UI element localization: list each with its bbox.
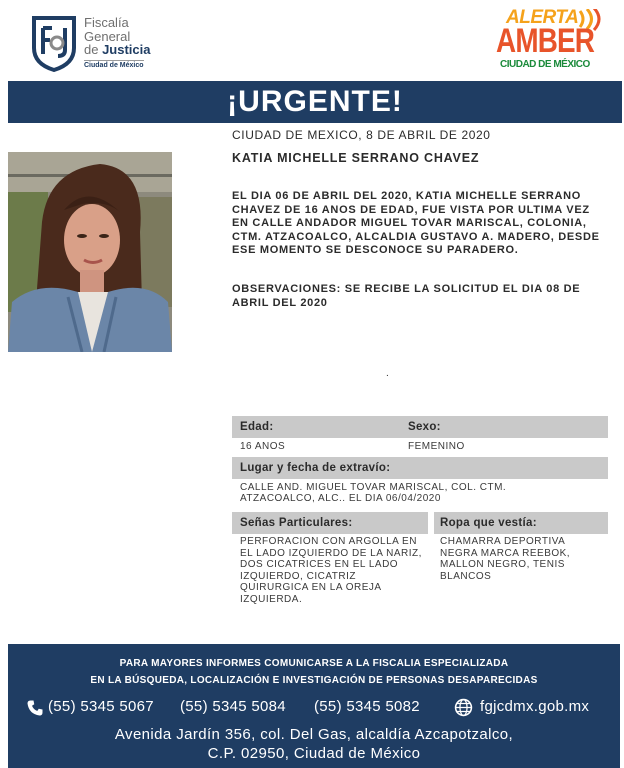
clothes-header (434, 512, 608, 534)
clothes-line: BLANCOS (440, 570, 492, 582)
address-line1: Avenida Jardín 356, col. Del Gas, alcaldía Azcapotzalco, (114, 726, 514, 743)
clothes-line: NEGRA MARCA REEBOK, (440, 547, 571, 559)
marks-line: DOS CICATRICES EN EL LADO (240, 559, 399, 570)
footer-info-line2: EN LA BÚSQUEDA, LOCALIZACIÓN E INVESTIGACIÓN DE PERSONAS DESAPARECIDAS (90, 675, 538, 686)
website-link[interactable]: fgjcdmx.gob.mx (480, 698, 590, 715)
age-label: Edad: (240, 421, 274, 433)
urgent-title: ¡URGENTE! (227, 85, 403, 118)
contact-footer (8, 644, 620, 768)
observations: OBSERVACIONES: SE RECIBE LA SOLICITUD EL DIA 08 DE ABRIL DEL 2020 (232, 283, 581, 309)
clothes-line: CHAMARRA DEPORTIVA (440, 536, 566, 547)
marks-header (232, 512, 428, 534)
fgj-de: de (84, 42, 103, 57)
age-value: 16 ANOS (240, 441, 286, 452)
clothes-label: Ropa que vestía: (440, 517, 537, 529)
sex-label: Sexo: (408, 421, 441, 433)
marks-value (240, 536, 422, 605)
age-sex-header (232, 416, 608, 438)
dot-mark: . (386, 368, 390, 379)
fgj-name-line2: General (84, 29, 131, 44)
amber-amber: AMBER (496, 22, 595, 60)
sex-value: FEMENINO (408, 441, 465, 452)
amber-alert-logo (492, 8, 612, 74)
marks-line: IZQUIERDA. (240, 593, 303, 605)
fgj-justicia: Justicia (102, 42, 151, 57)
marks-line: IZQUIERDO, CICATRIZ (240, 570, 356, 582)
globe-icon (454, 698, 473, 717)
clothes-line: MALLON NEGRO, TENIS (440, 559, 565, 570)
place-value-line1: CALLE AND. MIGUEL TOVAR MARISCAL, COL. CTM. (240, 482, 507, 493)
marks-line: QUIRURGICA EN LA OREJA (240, 582, 382, 593)
marks-label: Señas Particulares: (240, 517, 353, 529)
missing-person-photo (8, 152, 172, 352)
description: EL DIA 06 DE ABRIL DEL 2020, KATIA MICHELLE SERRANO CHAVEZ DE 16 ANOS DE EDAD, FUE VISTA POR ULTIMA VEZ EN CALLE ANDADOR MIGUEL TOVAR MARISCAL, COLONIA, CTM. ATZACOALCO, ALCALDIA GUSTAVO A. MADERO, DESDE ESE MOMENTO SE DESCONOCE SU PARADERO. (232, 190, 600, 256)
place-value-line2: ATZACOALCO, ALC.. EL DIA 06/04/2020 (240, 493, 441, 504)
phone-number-2[interactable]: (55) 5345 5084 (180, 698, 286, 715)
marks-line: PERFORACION CON ARGOLLA EN (240, 536, 417, 547)
marks-line: EL LADO IZQUIERDO DE LA NARIZ, (240, 547, 422, 559)
amber-alerta: ALERTA (506, 7, 579, 28)
fgj-city: Ciudad de México (84, 62, 144, 69)
footer-info-line1: PARA MAYORES INFORMES COMUNICARSE A LA FISCALIA ESPECIALIZADA (119, 658, 509, 669)
phone-icon (26, 699, 44, 717)
phone-number-1[interactable]: (55) 5345 5067 (48, 698, 154, 715)
amber-city: CIUDAD DE MÉXICO (500, 59, 590, 70)
missing-person-name: KATIA MICHELLE SERRANO CHAVEZ (232, 151, 480, 165)
date-line: CIUDAD DE MEXICO, 8 DE ABRIL DE 2020 (232, 128, 491, 142)
place-label: Lugar y fecha de extravío: (240, 462, 391, 474)
urgent-banner (8, 81, 622, 123)
address-line2: C.P. 02950, Ciudad de México (207, 745, 421, 762)
fgj-name-line1: Fiscalía (84, 15, 129, 30)
place-header (232, 457, 608, 479)
clothes-value (440, 536, 570, 582)
fgj-emblem-icon (30, 14, 78, 72)
phone-number-3[interactable]: (55) 5345 5082 (314, 698, 420, 715)
fgj-name-line3 (84, 43, 151, 57)
